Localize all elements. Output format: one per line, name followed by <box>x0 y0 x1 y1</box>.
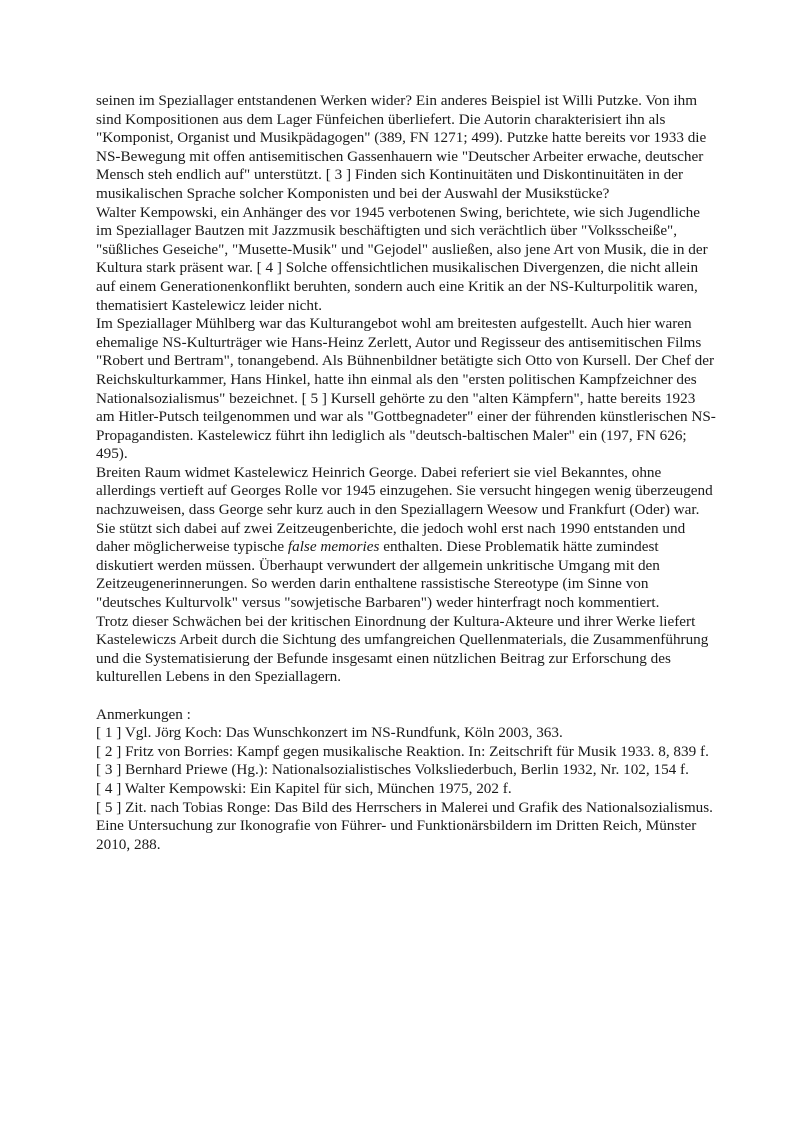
footnote-4: [ 4 ] Walter Kempowski: Ein Kapitel für sich, München 1975, 202 f. <box>96 779 512 797</box>
footnote-3: [ 3 ] Bernhard Priewe (Hg.): Nationalsozialistisches Volksliederbuch, Berlin 1932, Nr. 102, 154 f. <box>96 761 689 779</box>
paragraph-heinrich-george <box>96 464 716 613</box>
paragraph-george-text-after: enthalten. Diese Problematik hätte zumindest diskutiert werden müssen. Überhaupt verwundert der allgemein unkritische Umgang mit den Zeitzeugenerinnerungen. So werden darin enthaltene rassistische Stereotype (im Sinne von "deutsches Kulturvolk" versus "sowjetische Barbaren") weder hinterfragt noch kommentiert. <box>96 538 660 612</box>
false-memories-emphasis: false memories <box>287 538 380 556</box>
footnotes-heading: Anmerkungen : <box>96 705 191 723</box>
paragraph-muehlberg: Im Speziallager Mühlberg war das Kulturangebot wohl am breitesten aufgestellt. Auch hier waren ehemalige NS-Kulturträger wie Hans-Heinz Zerlett, Autor und Regisseur des antisemitischen Films "Robert und Bertram", tonangebend. Als Bühnenbildner betätigte sich Otto von Kursell. Der Chef der Reichskulturkammer, Hans Hinkel, hatte ihn einmal als den "ersten politischen Kampfzeichner des Nationalsozialismus" bezeichnet. [ 5 ] Kursell gehörte zu den "alten Kämpfern", hatte bereits 1923 am Hitler-Putsch teilgenommen und war als "Gottbegnadeter" einer der führenden künstlerischen NS-Propagandisten. Kastelewicz führt ihn lediglich als "deutsch-baltischen Maler" ein (197, FN 626; 495). <box>96 315 716 463</box>
document-page <box>96 92 716 854</box>
footnote-2: [ 2 ] Fritz von Borries: Kampf gegen musikalische Reaktion. In: Zeitschrift für Musik 1933. 8, 839 f. <box>96 742 709 760</box>
footnote-5: [ 5 ] Zit. nach Tobias Ronge: Das Bild des Herrschers in Malerei und Grafik des Nationalsozialismus. Eine Untersuchung zur Ikonografie von Führer- und Funktionärsbildern im Dritten Reich, Münster 2010, 288. <box>96 798 713 853</box>
footnote-1: [ 1 ] Vgl. Jörg Koch: Das Wunschkonzert im NS-Rundfunk, Köln 2003, 363. <box>96 724 563 742</box>
paragraph-george-text-before: Breiten Raum widmet Kastelewicz Heinrich George. Dabei referiert sie viel Bekanntes, ohne allerdings vertieft auf Georges Rolle vor 1945 einzugehen. Sie versucht hingegen wenig überzeugend nachzuweisen, dass George sehr kurz auch in den Speziallagern Weesow und Frankfurt (Oder) war. Sie stützt sich dabei auf zwei Zeitzeugenberichte, die jedoch wohl erst nach 1990 entstanden und daher möglicherweise typische <box>96 463 713 556</box>
paragraph-kempowski: Walter Kempowski, ein Anhänger des vor 1945 verbotenen Swing, berichtete, wie sich Jugendliche im Speziallager Bautzen mit Jazzmusik beschäftigten und sich verächtlich über "Volksscheiße", "süßliches Geseiche", "Musette-Musik" und "Gejodel" ausließen, also jene Art von Musik, die in der Kultura stark präsent war. [ 4 ] Solche offensichtlichen musikalischen Divergenzen, die nicht allein auf einem Generationenkonflikt beruhten, sondern auch eine Kritik an der NS-Kulturpolitik waren, thematisiert Kastelewicz leider nicht. <box>96 203 708 314</box>
paragraph-putzke: seinen im Speziallager entstandenen Werken wider? Ein anderes Beispiel ist Willi Putzke. Von ihm sind Kompositionen aus dem Lager Fünfeichen überliefert. Die Autorin charakterisiert ihn als "Komponist, Organist und Musikpädagogen" (389, FN 1271; 499). Putzke hatte bereits vor 1933 die NS-Bewegung mit offen antisemitischen Gassenhauern wie "Deutscher Arbeiter erwache, deutscher Mensch steh endlich auf" unterstützt. [ 3 ] Finden sich Kontinuitäten und Diskontinuitäten in der musikalischen Sprache solcher Komponisten und bei der Auswahl der Musikstücke? <box>96 92 707 202</box>
footnotes-section <box>96 706 716 855</box>
paragraph-conclusion: Trotz dieser Schwächen bei der kritischen Einordnung der Kultura-Akteure und ihrer Werke liefert Kastelewiczs Arbeit durch die Sichtung des umfangreichen Quellenmaterials, die Zusammenführung und die Systematisierung der Befunde insgesamt einen nützlichen Beitrag zur Erforschung des kulturellen Lebens in den Speziallagern. <box>96 612 709 686</box>
